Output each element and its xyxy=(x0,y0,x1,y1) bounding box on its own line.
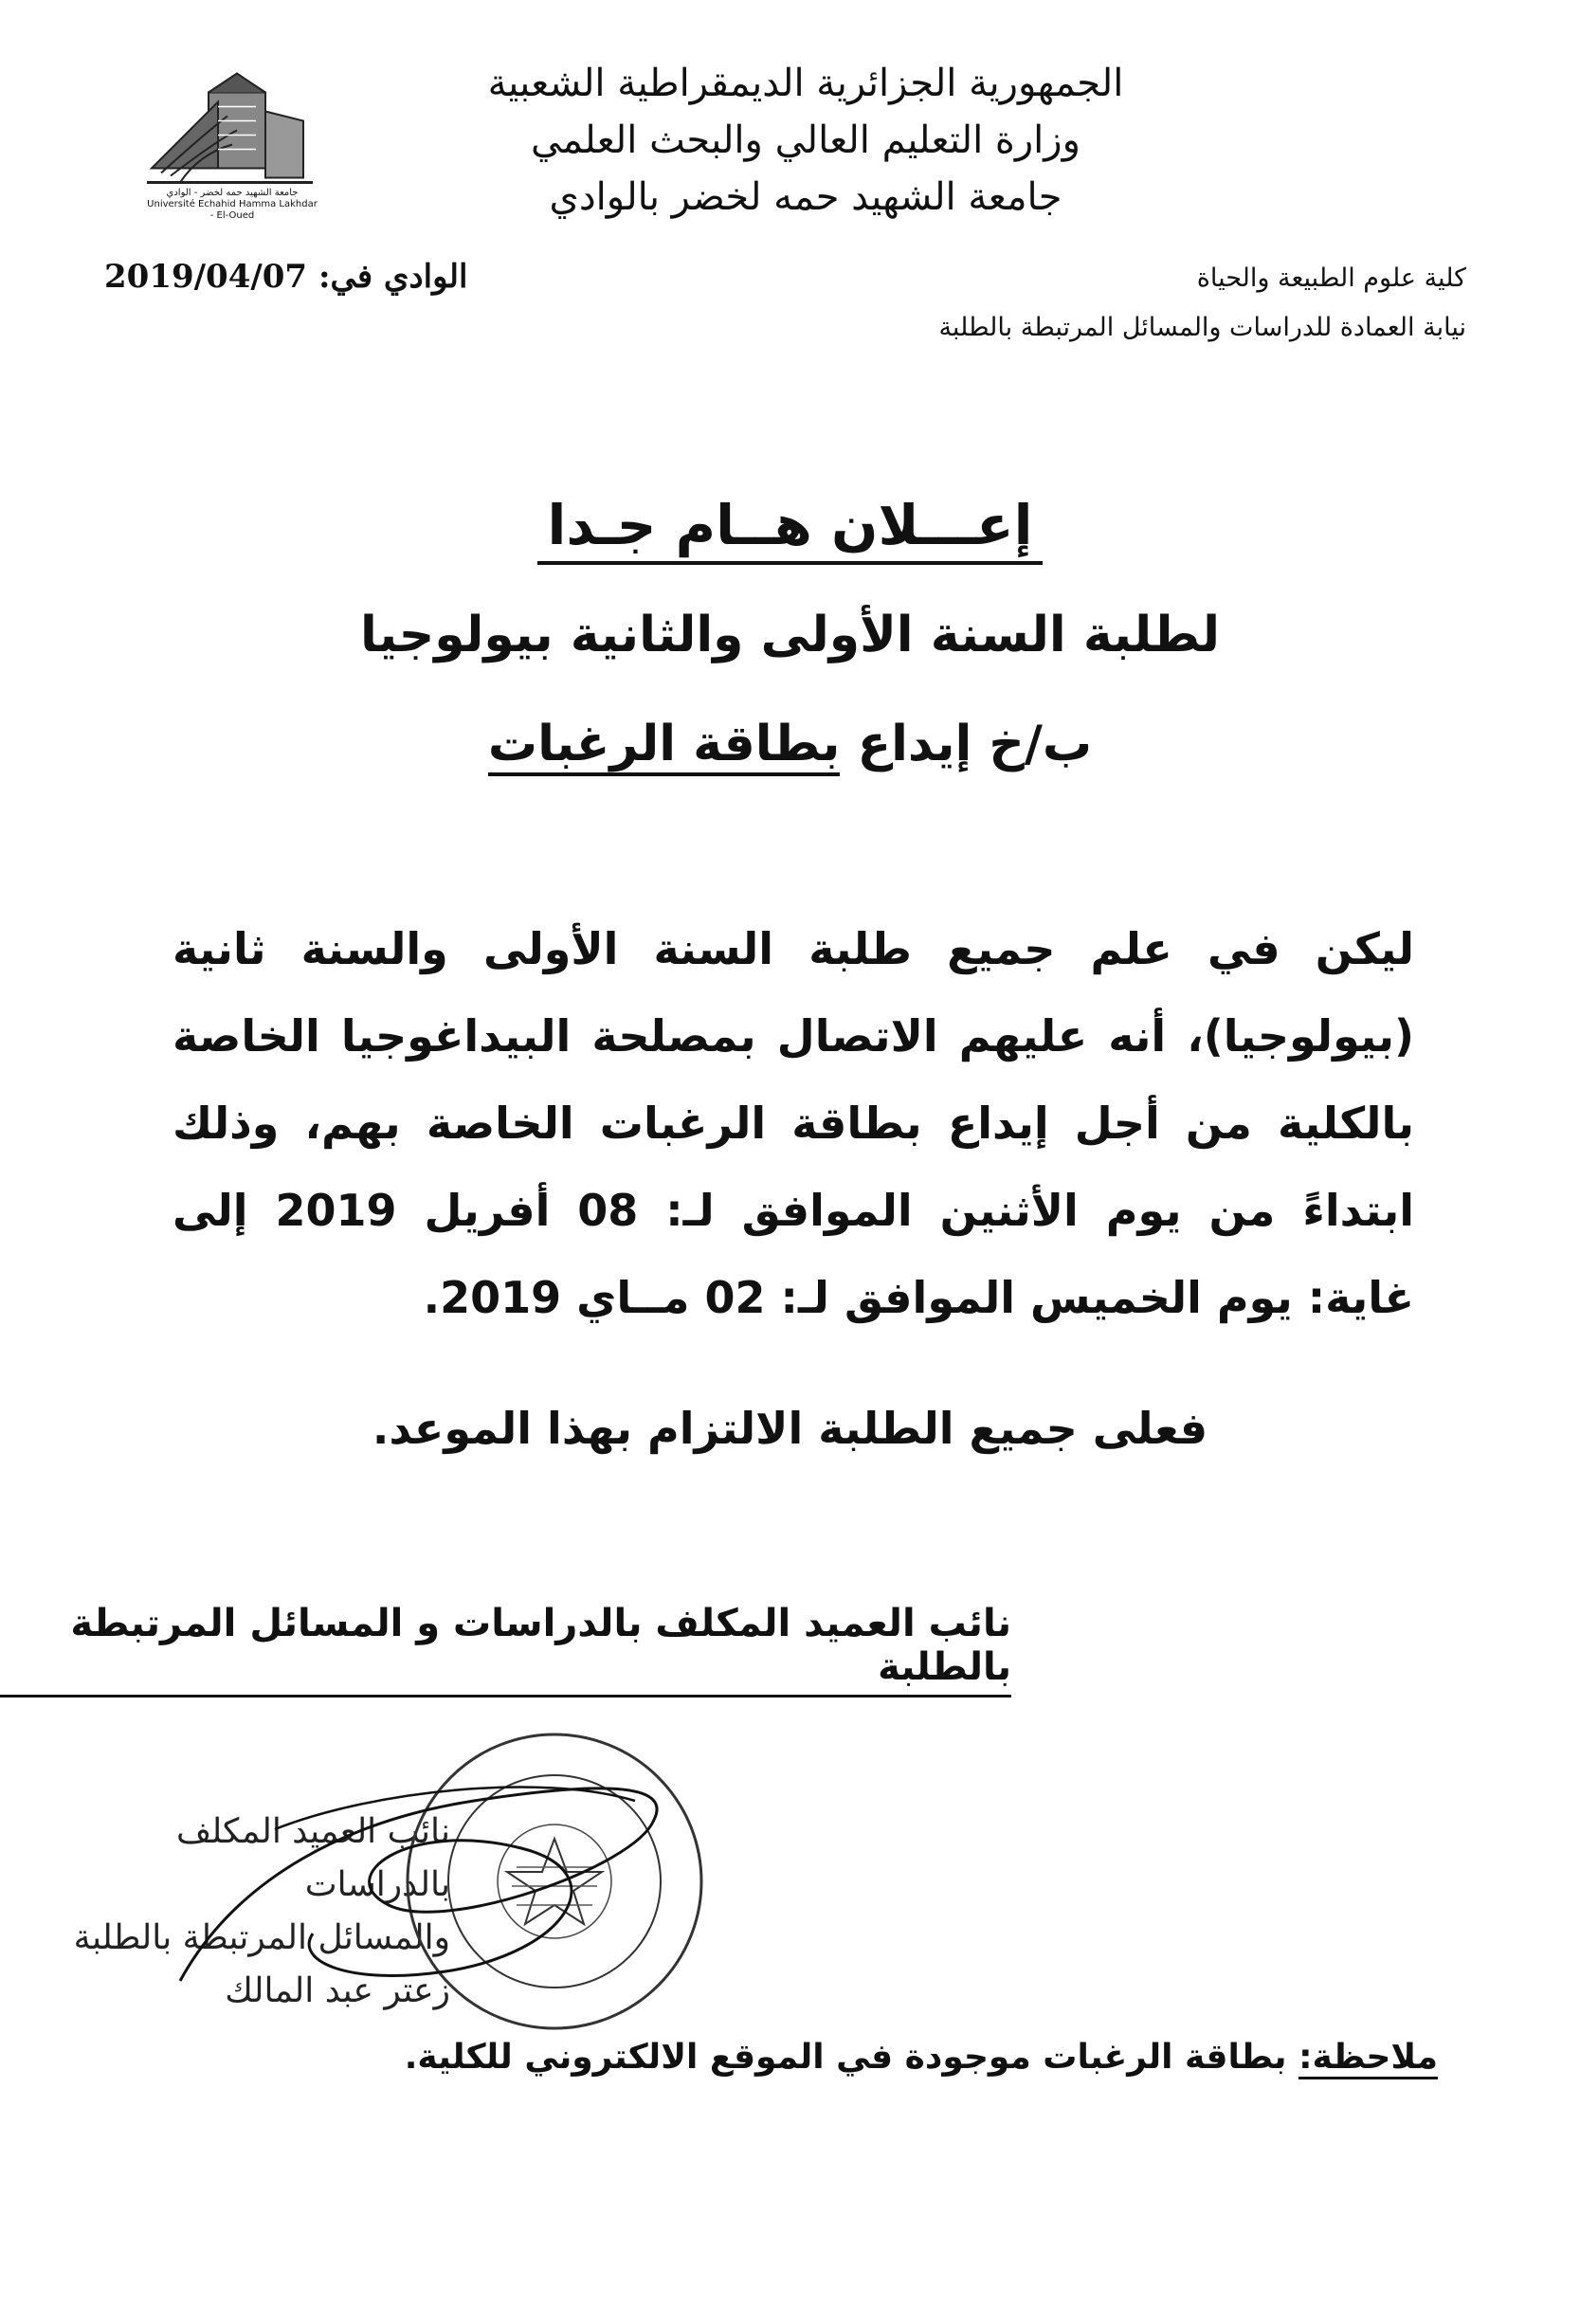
subject-underlined: بطاقة الرغبات xyxy=(488,716,841,776)
date-value: 2019/04/07 xyxy=(104,258,308,296)
logo-caption-ar: جامعة الشهيد حمه لخضر - الوادي xyxy=(166,188,299,198)
subject-prefix: ب/خ إيداع xyxy=(857,716,1093,772)
date-label: الوادي في: xyxy=(318,258,468,296)
hand-line-3: زعتر عبد المالك xyxy=(225,1971,450,2010)
note-label: ملاحظة: xyxy=(1299,2038,1438,2079)
logo-caption-lat: Université Echahid Hamma Lakhdar - El-Oued xyxy=(147,199,318,221)
note xyxy=(405,2038,1438,2077)
subject-heading xyxy=(0,716,1580,772)
note-text: بطاقة الرغبات موجودة في الموقع الالكتروني للكلية. xyxy=(404,2038,1287,2077)
logo-caption xyxy=(147,188,318,222)
date-line xyxy=(104,258,483,296)
signatory-title: نائب العميد المكلف بالدراسات و المسائل المرتبطة بالطلبة xyxy=(0,1602,1011,1698)
body-paragraph: ليكن في علم جميع طلبة السنة الأولى والسنة ثانية (بيولوجيا)، أنه عليهم الاتصال بمصلحة البيداغوجيا الخاصة بالكلية من أجل إيداع بطاقة الرغبات الخاصة بهم، وذلك ابتداءً من يوم الأثنين الموافق لـ: 08 أفريل 2019 إلى غاية: يوم الخميس الموافق لـ: 02 مــاي 2019. xyxy=(173,923,1415,1323)
closing-line: فعلى جميع الطلبة الالتزام بهذا الموعد. xyxy=(372,1403,1208,1454)
audience-heading: لطلبة السنة الأولى والثانية بيولوجيا xyxy=(359,607,1221,663)
ministry-line: وزارة التعليم العالي والبحث العلمي xyxy=(531,118,1081,162)
faculty-block xyxy=(879,254,1466,353)
faculty-name: كلية علوم الطبيعة والحياة xyxy=(1196,263,1466,293)
republic-line: الجمهورية الجزائرية الديمقراطية الشعبية xyxy=(487,62,1124,105)
announcement-title: إعـــلان هــام جـدا xyxy=(0,493,1580,557)
vice-deanship: نيابة العمادة للدراسات والمسائل المرتبطة بالطلبة xyxy=(938,313,1466,342)
university-line: جامعة الشهيد حمه لخضر بالوادي xyxy=(549,175,1062,219)
hand-line-1: نائب العميد المكلف بالدراسات xyxy=(175,1812,450,1904)
hand-line-2: والمسائل المرتبطة بالطلبة xyxy=(73,1918,450,1957)
letterhead xyxy=(398,55,1213,226)
signature-scribble xyxy=(161,1763,692,2009)
